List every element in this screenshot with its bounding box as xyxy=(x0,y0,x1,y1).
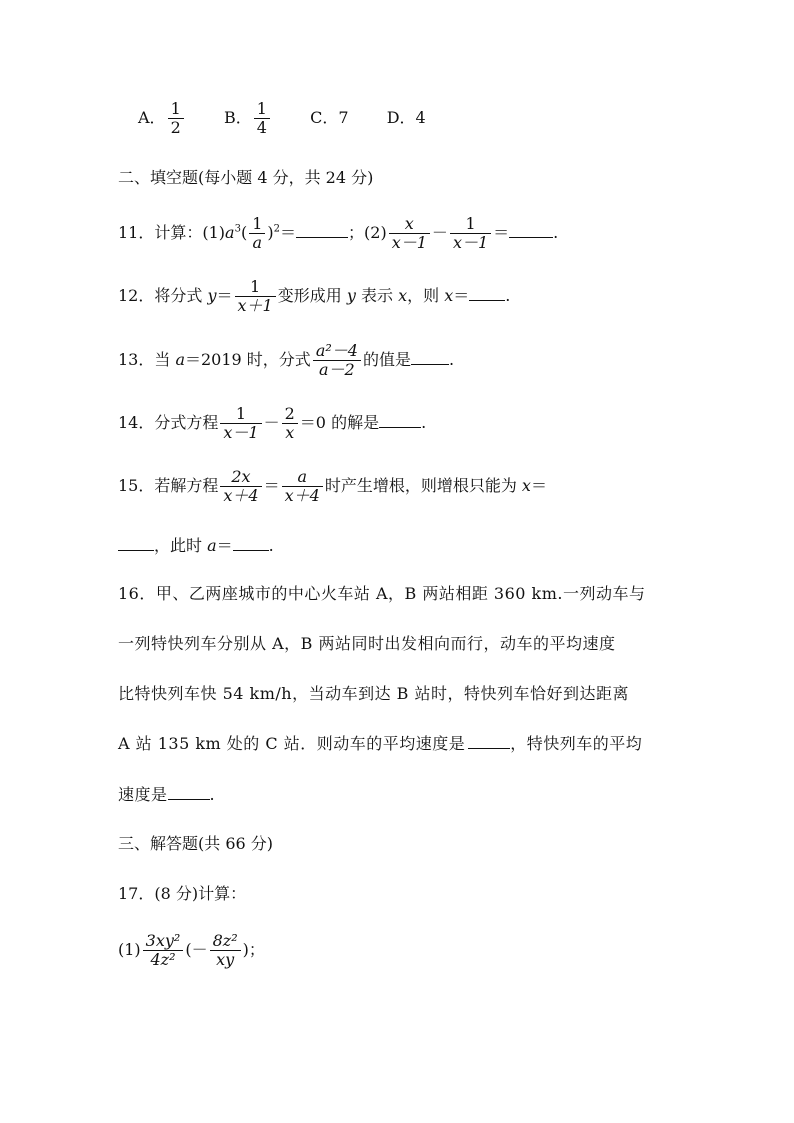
q12-x: x xyxy=(398,286,408,305)
q11-a: a xyxy=(225,223,235,242)
question-16-line2: 一列特快列车分别从 A，B 两站同时出发相向而行，动车的平均速度 xyxy=(118,634,616,653)
q14-mid: ＝0 的解是 xyxy=(299,413,380,432)
q12-mid3: ，则 xyxy=(407,286,445,305)
q11-blank-1[interactable] xyxy=(296,223,348,238)
q16-l5b: . xyxy=(209,785,216,804)
question-13 xyxy=(118,342,454,379)
q13-frac: $\frac{\text{a²－4}}{a-2}$ xyxy=(313,342,361,379)
q12-eq: ＝ xyxy=(216,286,233,305)
option-a-fraction: $\frac{1}{2}$ xyxy=(168,100,184,137)
q15-frac2: $\frac{a}{x+4}$ xyxy=(282,468,323,505)
q11-eq2: ＝ xyxy=(493,223,510,242)
q13-blank[interactable] xyxy=(411,350,449,365)
q14-frac2: $\frac{2}{x}$ xyxy=(282,405,298,442)
section3-heading: 三、解答题(共 66 分) xyxy=(118,834,274,853)
q15-mid: 时产生增根，则增根只能为 xyxy=(324,476,522,495)
q13-end: . xyxy=(448,350,455,369)
question-17-heading: 17．(8 分)计算： xyxy=(118,884,247,903)
q15-end: . xyxy=(268,536,274,555)
q15-prefix: 15．若解方程 xyxy=(118,476,219,495)
q15-line2-mid: ，此时 xyxy=(154,536,208,555)
q13-mid: ＝2019 时，分式 xyxy=(185,350,311,369)
q15-x: x xyxy=(521,476,531,495)
q16-l4a: A 站 135 km 处的 C 站．则动车的平均速度是 xyxy=(118,734,466,753)
question-11 xyxy=(118,215,558,252)
q11-end: . xyxy=(553,223,559,242)
q14-end: . xyxy=(421,413,427,432)
question-16-line3: 比特快列车快 54 km/h，当动车到达 B 站时，特快列车恰好到达距离 xyxy=(118,684,630,703)
q14-minus: － xyxy=(263,413,280,432)
q11-open: ( xyxy=(240,223,248,242)
q12-y2: y xyxy=(346,286,356,305)
q17-frac2: $\frac{\text{8z²}}{xy}$ xyxy=(210,932,241,969)
q11-exp3: 3 xyxy=(234,223,241,235)
q12-eq2: ＝ xyxy=(453,286,470,305)
option-b-fraction: $\frac{1}{4}$ xyxy=(254,100,270,137)
q16-blank-1[interactable] xyxy=(468,734,510,749)
q11-eq: ＝ xyxy=(280,223,297,242)
question-15-line2 xyxy=(118,536,274,556)
q16-l5a: 速度是 xyxy=(118,785,168,804)
q12-x2: x xyxy=(444,286,454,305)
question-16-line1: 16．甲、乙两座城市的中心火车站 A，B 两站相距 360 km.一列动车与 xyxy=(118,584,646,603)
q13-prefix: 13．当 xyxy=(118,350,176,369)
question-16-line4 xyxy=(118,734,642,754)
question-17-part1 xyxy=(118,932,265,969)
question-16-line5 xyxy=(118,785,215,805)
q15-blank-2[interactable] xyxy=(233,536,269,551)
q16-l4b: ，特快列车的平均 xyxy=(510,734,643,753)
q16-blank-2[interactable] xyxy=(168,785,210,800)
q11-frac2: $\frac{x}{x-1}$ xyxy=(389,215,430,252)
q14-frac1: $\frac{1}{x-1}$ xyxy=(220,405,261,442)
q11-frac3: $\frac{1}{x-1}$ xyxy=(450,215,491,252)
question-12 xyxy=(118,278,510,315)
q11-close: ) xyxy=(267,223,274,242)
question-15 xyxy=(118,468,547,505)
q12-y: y xyxy=(207,286,217,305)
q15-blank-1[interactable] xyxy=(118,536,154,551)
q11-prefix: 11．计算：(1) xyxy=(118,223,226,242)
choice-options xyxy=(138,100,426,137)
q15-eq2: ＝ xyxy=(530,476,547,495)
option-d: D．4 xyxy=(386,108,426,127)
q17-end: )； xyxy=(242,940,265,959)
q11-blank-2[interactable] xyxy=(509,223,553,238)
q12-frac: $\frac{1}{x+1}$ xyxy=(235,278,276,315)
option-a-label: A． xyxy=(138,108,166,127)
q15-frac1: $\frac{2x}{x+4}$ xyxy=(220,468,261,505)
q12-prefix: 12．将分式 xyxy=(118,286,208,305)
option-b-label: B． xyxy=(223,108,252,127)
q11-frac1: $\frac{1}{a}$ xyxy=(249,215,265,252)
section2-heading: 二、填空题(每小题 4 分，共 24 分) xyxy=(118,168,374,187)
q17-frac1: $\frac{\text{3xy²}}{\text{4z²}}$ xyxy=(143,932,184,969)
q13-a: a xyxy=(175,350,185,369)
q15-a: a xyxy=(207,536,217,555)
question-14 xyxy=(118,405,426,442)
q11-minus: － xyxy=(431,223,448,242)
q12-mid: 变形成用 xyxy=(277,286,347,305)
q14-prefix: 14．分式方程 xyxy=(118,413,219,432)
q14-blank[interactable] xyxy=(379,413,421,428)
q15-eq3: ＝ xyxy=(216,536,233,555)
q12-blank[interactable] xyxy=(469,286,505,301)
q17-prefix: (1) xyxy=(118,940,141,959)
q11-sep: ；(2) xyxy=(348,223,387,242)
q11-exp2: 2 xyxy=(273,223,281,235)
q15-eq: ＝ xyxy=(263,476,280,495)
q13-mid2: 的值是 xyxy=(362,350,411,369)
option-c: C．7 xyxy=(310,108,349,127)
q12-mid2: 表示 xyxy=(355,286,399,305)
q12-end: . xyxy=(505,286,511,305)
q17-open: (－ xyxy=(185,940,208,959)
